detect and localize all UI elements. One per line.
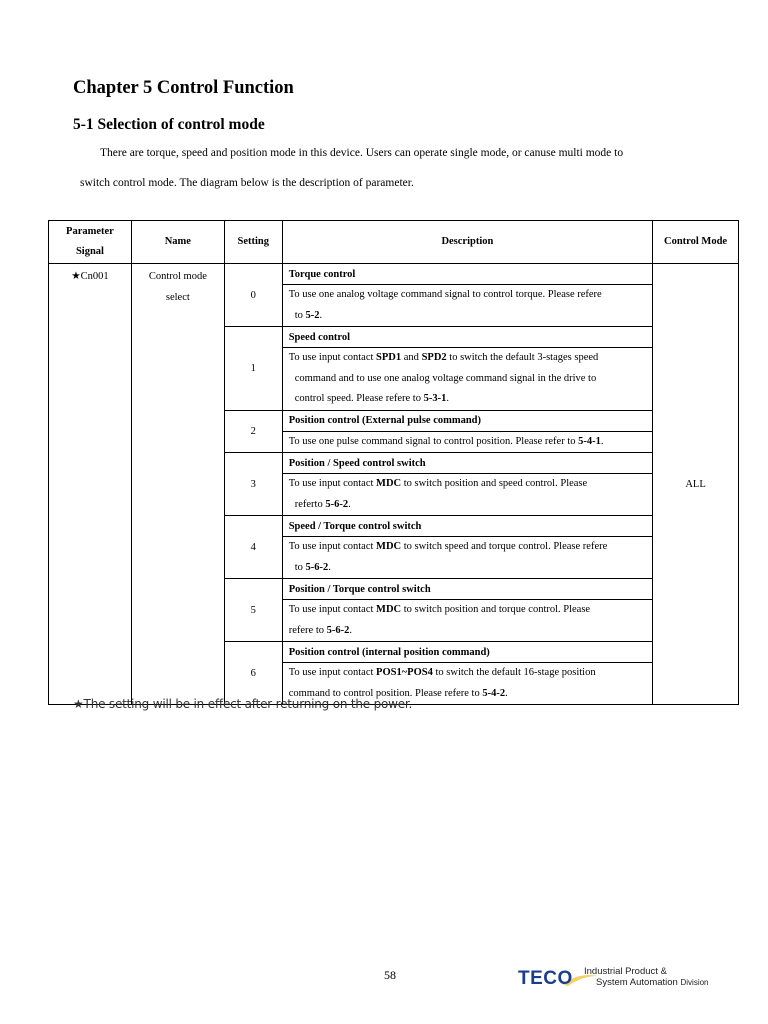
description-text: and bbox=[401, 352, 422, 363]
description-line bbox=[289, 495, 646, 516]
description-line bbox=[289, 537, 646, 558]
description-line bbox=[289, 306, 646, 327]
description-text: To use input contact bbox=[288, 352, 377, 363]
description-reference: 5-6-2 bbox=[326, 624, 350, 636]
header-control-mode: Control Mode bbox=[653, 221, 739, 264]
description-text: to switch position and speed control. Please bbox=[401, 478, 588, 489]
header-setting: Setting bbox=[224, 221, 282, 264]
setting-value: 0 bbox=[224, 264, 282, 327]
description-reference: MDC bbox=[376, 478, 402, 489]
section-title: 5-1 Selection of control mode bbox=[73, 116, 265, 133]
description-reference: 5-4-1 bbox=[578, 435, 601, 447]
description-text: command and to use one analog voltage command signal in the drive to bbox=[294, 372, 597, 384]
description-text: . bbox=[348, 498, 351, 510]
description-reference: 5-6-2 bbox=[305, 561, 329, 573]
parameter-name-line-1: Control mode bbox=[148, 271, 207, 282]
description-text: referto bbox=[294, 498, 326, 510]
parameter-signal-cell bbox=[49, 264, 132, 705]
setting-value: 2 bbox=[224, 410, 282, 453]
description-text: to switch position and torque control. Please bbox=[401, 604, 591, 615]
description-reference: 5-3-1 bbox=[423, 393, 447, 404]
parameter-name-cell bbox=[131, 264, 224, 705]
table-header-row bbox=[49, 221, 739, 264]
description-text: command to control position. Please refere to bbox=[288, 687, 483, 699]
description-reference: SPD1 bbox=[376, 352, 402, 363]
intro-paragraph-line-2: switch control mode. The diagram below is the description of parameter. bbox=[80, 177, 414, 189]
description-text: To use one pulse command signal to control position. Please refer to bbox=[288, 435, 579, 447]
description-text: To use input contact bbox=[288, 604, 377, 615]
header-name: Name bbox=[131, 221, 224, 264]
description-reference: 5-6-2 bbox=[325, 498, 349, 510]
logo-tagline-division: Division bbox=[680, 978, 709, 987]
description-text: . bbox=[349, 624, 352, 636]
description-line bbox=[289, 663, 646, 684]
description-text: . bbox=[446, 393, 449, 404]
description-reference: MDC bbox=[376, 541, 402, 552]
parameter-name-line-2: select bbox=[165, 292, 190, 303]
description-reference: POS1~POS4 bbox=[376, 667, 433, 678]
description-line bbox=[289, 369, 646, 390]
logo-tagline-line-2 bbox=[596, 977, 709, 988]
company-logo bbox=[518, 966, 718, 992]
logo-tagline-main: System Automation bbox=[596, 977, 681, 988]
description-text: to bbox=[294, 561, 306, 573]
description-text: to switch the default 3-stages speed bbox=[446, 352, 599, 363]
setting-value: 6 bbox=[224, 642, 282, 705]
description-text: . bbox=[505, 687, 508, 699]
description-line bbox=[289, 621, 646, 642]
description-reference: SPD2 bbox=[421, 352, 447, 363]
description-text: To use one analog voltage command signal to control torque. Please refere bbox=[288, 289, 602, 300]
description-body bbox=[282, 431, 652, 453]
description-line bbox=[289, 348, 646, 369]
description-line bbox=[289, 389, 646, 410]
description-text: refere to bbox=[288, 624, 327, 636]
header-signal-label: Signal bbox=[75, 246, 104, 257]
header-parameter-signal bbox=[49, 221, 132, 264]
page-number: 58 bbox=[384, 968, 396, 982]
description-body bbox=[282, 600, 652, 642]
description-reference: 5-4-2 bbox=[482, 687, 506, 699]
description-text: To use input contact bbox=[288, 541, 377, 552]
description-body bbox=[282, 474, 652, 516]
description-text: . bbox=[600, 435, 604, 447]
logo-tagline-line-1: Industrial Product & bbox=[584, 966, 667, 977]
description-body bbox=[282, 285, 652, 327]
description-reference: 5-2 bbox=[305, 309, 320, 321]
setting-value: 3 bbox=[224, 453, 282, 516]
intro-paragraph-line-1: There are torque, speed and position mode in this device. Users can operate single mode, or canuse multi mode to bbox=[100, 147, 624, 159]
description-line bbox=[289, 600, 646, 621]
description-title: Position / Torque control switch bbox=[282, 579, 652, 600]
description-title: Speed / Torque control switch bbox=[282, 516, 652, 537]
description-reference: MDC bbox=[376, 604, 402, 615]
footnote: ★The setting will be in effect after returning on the power. bbox=[73, 697, 413, 711]
setting-value: 1 bbox=[224, 327, 282, 411]
description-line bbox=[289, 558, 646, 579]
control-mode-value: ALL bbox=[653, 264, 739, 705]
chapter-title: Chapter 5 Control Function bbox=[73, 78, 294, 98]
description-title: Position control (internal position command) bbox=[282, 642, 652, 663]
description-text: to switch the default 16-stage position bbox=[432, 667, 596, 678]
description-title: Position / Speed control switch bbox=[282, 453, 652, 474]
header-description: Description bbox=[282, 221, 652, 264]
logo-brand: TECO bbox=[518, 968, 573, 989]
description-text: To use input contact bbox=[288, 667, 377, 678]
description-title: Speed control bbox=[282, 327, 652, 348]
description-text: To use input contact bbox=[288, 478, 377, 489]
table-row bbox=[49, 264, 739, 285]
header-parameter-label: Parameter bbox=[66, 226, 114, 237]
setting-value: 5 bbox=[224, 579, 282, 642]
description-line bbox=[289, 474, 646, 495]
description-body bbox=[282, 348, 652, 411]
setting-value: 4 bbox=[224, 516, 282, 579]
parameter-table bbox=[48, 220, 739, 705]
table-body bbox=[49, 264, 739, 705]
description-title: Torque control bbox=[282, 264, 652, 285]
description-text: . bbox=[319, 309, 323, 321]
parameter-signal-value: ★Cn001 bbox=[71, 271, 109, 282]
description-body bbox=[282, 537, 652, 579]
description-text: to switch speed and torque control. Please refere bbox=[401, 541, 608, 552]
description-text: to bbox=[294, 309, 306, 321]
description-line bbox=[289, 285, 646, 306]
description-title: Position control (External pulse command) bbox=[282, 410, 652, 431]
description-text: . bbox=[328, 561, 331, 573]
description-text: control speed. Please refere to bbox=[294, 393, 424, 404]
description-line bbox=[289, 432, 646, 453]
